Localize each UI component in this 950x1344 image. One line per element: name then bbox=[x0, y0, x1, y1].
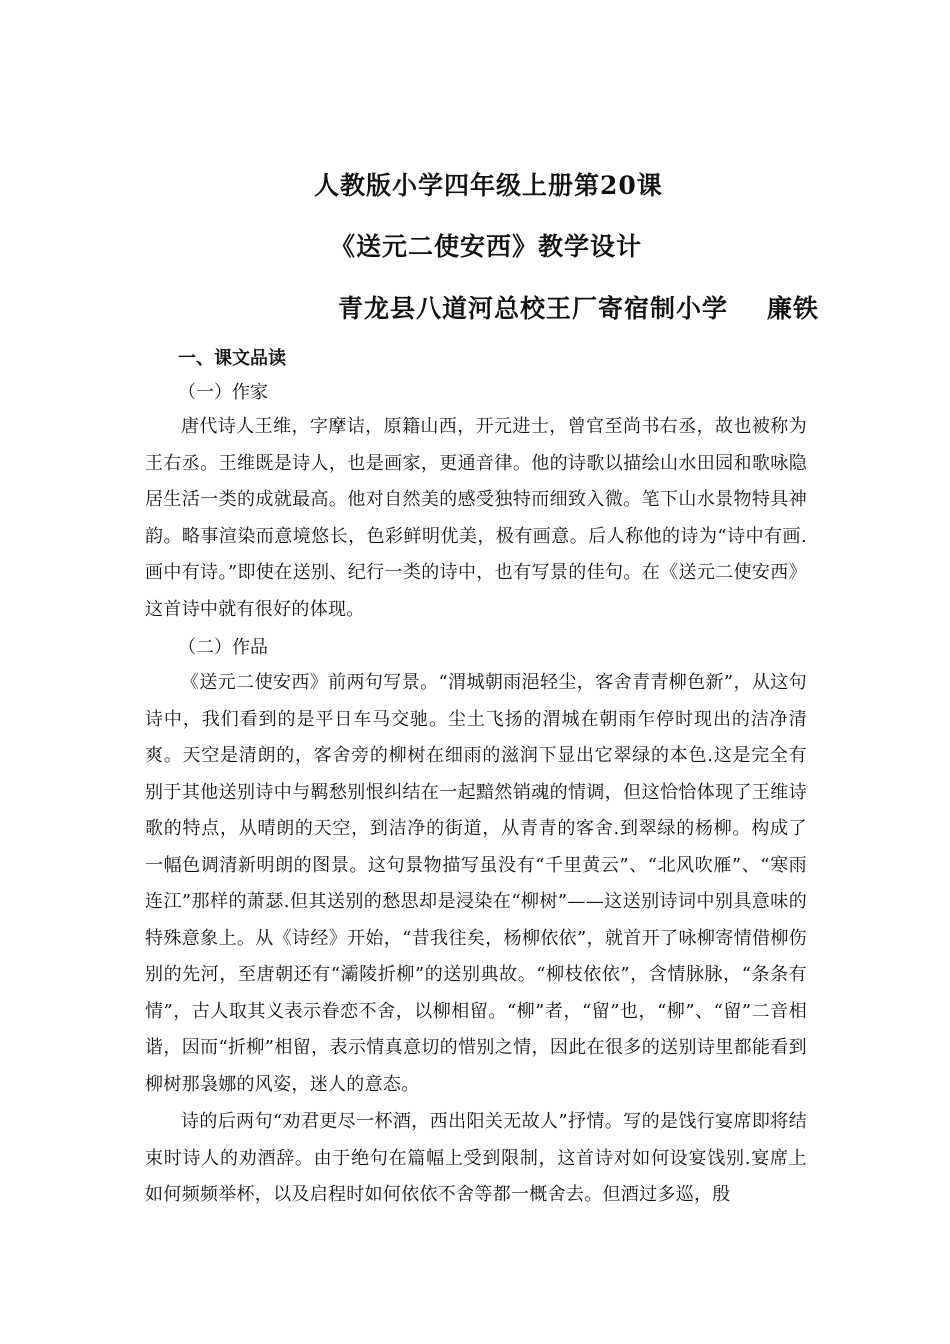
paragraph-author-intro: 唐代诗人王维，字摩诘，原籍山西，开元进士，曾官至尚书右丞，故也被称为王右丞。王维既是诗人，也是画家，更通音律。他的诗歌以描绘山水田园和歌咏隐居生活一类的成就最高。他对自然美的感受独特而细致入微。笔下山水景物特具神韵。略事渲染而意境悠长，色彩鲜明优美，极有画意。后人称他的诗为“诗中有画.画中有诗。”即使在送别、纪行一类的诗中，也有写景的佳句。在《送元二使安西》这首诗中就有很好的体现。 bbox=[145, 416, 807, 620]
subsection-heading-work: （二）作品 bbox=[178, 637, 268, 658]
paragraph-work-analysis: 《送元二使安西》前两句写景。“渭城朝雨浥轻尘，客舍青青柳色新”，从这句诗中，我们看到的是平日车马交驰。尘土飞扬的渭城在朝雨乍停时现出的洁净清爽。天空是清朗的，客舍旁的柳树在细雨的滋润下显出它翠绿的本色.这是完全有别于其他送别诗中与羁愁别恨纠结在一起黯然销魂的情调，但这恰恰体现了王维诗歌的特点，从晴朗的天空，到洁净的街道，从青青的客舍.到翠绿的杨柳。构成了一幅色调清新明朗的图景。这句景物描写虽没有“千里黄云”、“北风吹雁”、“寒雨连江”那样的萧瑟.但其送别的愁思却是浸染在“柳树”——这送别诗词中别具意味的特殊意象上。从《诗经》开始，“昔我往矣，杨柳依依”，就首开了咏柳寄情借柳伤别的先河，至唐朝还有“灞陵折柳”的送别典故。“柳枝依依”，含情脉脉，“条条有情”，古人取其义表示眷恋不舍，以柳相留。“柳”者，“留”也，“柳”、“留”二音相谐，因而“折柳”相留，表示情真意切的惜别之情，因此在很多的送别诗里都能看到柳树那袅娜的风姿，迷人的意态。 bbox=[145, 672, 807, 1095]
subsection-heading-author: （一）作家 bbox=[178, 382, 268, 403]
author-line: 青龙县八道河总校王厂寄宿制小学 廉铁 bbox=[338, 294, 819, 323]
lesson-title: 人教版小学四年级上册第20课 bbox=[314, 171, 663, 200]
design-title: 《送元二使安西》教学设计 bbox=[330, 232, 643, 261]
section-heading: 一、课文品读 bbox=[178, 348, 286, 369]
paragraph-latter-lines: 诗的后两句“劝君更尽一杯酒，西出阳关无故人”抒情。写的是饯行宴席即将结束时诗人的劝酒辞。由于绝句在篇幅上受到限制，这首诗对如何设宴饯别.宴席上如何频频举杯，以及启程时如何依依不舍等都一概舍去。但酒过多巡，殷 bbox=[145, 1111, 807, 1205]
